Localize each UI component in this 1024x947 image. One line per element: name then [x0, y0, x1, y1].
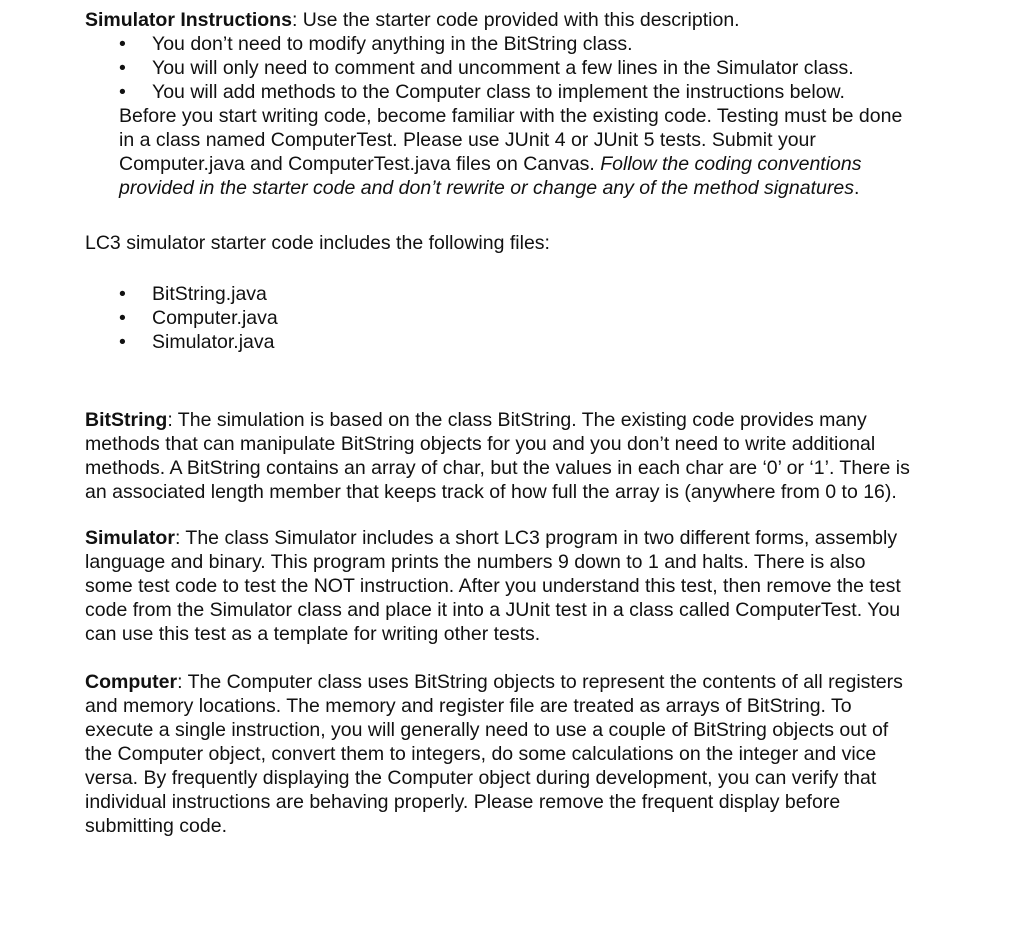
files-intro: LC3 simulator starter code includes the following files: [85, 232, 550, 254]
instruction-bullet: • You don’t need to modify anything in the BitString class. [85, 32, 985, 56]
paragraph-line: individual instructions are behaving properly. Please remove the frequent display before [85, 791, 841, 813]
paragraph-line: and memory locations. The memory and register file are treated as arrays of BitString. To [85, 695, 852, 717]
paragraph-text: : The Computer class uses BitString objects to represent the contents of all registers [177, 671, 903, 693]
paragraph-text: . [853, 177, 860, 199]
paragraph-line: submitting code. [85, 815, 227, 837]
method-signatures-emphasis: provided in the starter code and don’t rewrite or change any of the method signatures [119, 177, 854, 199]
simulator-section [85, 526, 985, 646]
paragraph-line: methods that can manipulate BitString objects for you and you don’t need to write additional [85, 433, 876, 455]
paragraph-line: methods. A BitString contains an array of char, but the values in each char are ‘0’ or ‘1’. There is [85, 457, 910, 479]
computer-heading: Computer [85, 671, 178, 693]
paragraph-line: execute a single instruction, you will generally need to use a couple of BitString objects out of [85, 719, 889, 741]
paragraph-line: an associated length member that keeps track of how full the array is (anywhere from 0 to 16). [85, 481, 897, 503]
paragraph-line [119, 176, 985, 200]
coding-conventions-emphasis: Follow the coding conventions [600, 153, 862, 175]
computer-section [85, 670, 985, 838]
paragraph-line: versa. By frequently displaying the Computer object during development, you can verify that [85, 767, 877, 789]
paragraph-line [85, 408, 985, 432]
paragraph-line: in a class named ComputerTest. Please use JUnit 4 or JUnit 5 tests. Submit your [119, 129, 816, 151]
paragraph-line: language and binary. This program prints the numbers 9 down to 1 and halts. There is also [85, 551, 866, 573]
instructions-heading: Simulator Instructions [85, 9, 292, 31]
paragraph-line [85, 670, 985, 694]
paragraph-line: can use this test as a template for writing other tests. [85, 623, 541, 645]
paragraph-line: some test code to test the NOT instruction. After you understand this test, then remove the test [85, 575, 901, 597]
simulator-heading: Simulator [85, 527, 175, 549]
paragraph-line [85, 526, 985, 550]
bitstring-section [85, 408, 985, 504]
paragraph-text: : The simulation is based on the class BitString. The existing code provides many [167, 409, 867, 431]
paragraph-text: Computer.java and ComputerTest.java files on Canvas. [119, 153, 601, 175]
files-list [85, 282, 985, 354]
instructions-paragraph [85, 104, 985, 200]
instructions-heading-rest: : Use the starter code provided with this description. [291, 9, 740, 31]
instruction-bullet: • You will only need to comment and uncomment a few lines in the Simulator class. [85, 56, 985, 80]
paragraph-line: the Computer object, convert them to integers, do some calculations on the integer and vice [85, 743, 877, 765]
paragraph-line [119, 152, 985, 176]
paragraph-text: : The class Simulator includes a short LC3 program in two different forms, assembly [174, 527, 898, 549]
paragraph-line: code from the Simulator class and place it into a JUnit test in a class called ComputerTest. You [85, 599, 901, 621]
instructions-heading-line [85, 8, 985, 32]
file-list-item: • Computer.java [85, 306, 985, 330]
file-list-item: • Simulator.java [85, 330, 985, 354]
file-list-item: • BitString.java [85, 282, 985, 306]
instruction-bullet: • You will add methods to the Computer class to implement the instructions below. [85, 80, 985, 104]
simulator-instructions-section [85, 8, 985, 200]
bitstring-heading: BitString [85, 409, 168, 431]
paragraph-line: Before you start writing code, become familiar with the existing code. Testing must be done [119, 105, 903, 127]
